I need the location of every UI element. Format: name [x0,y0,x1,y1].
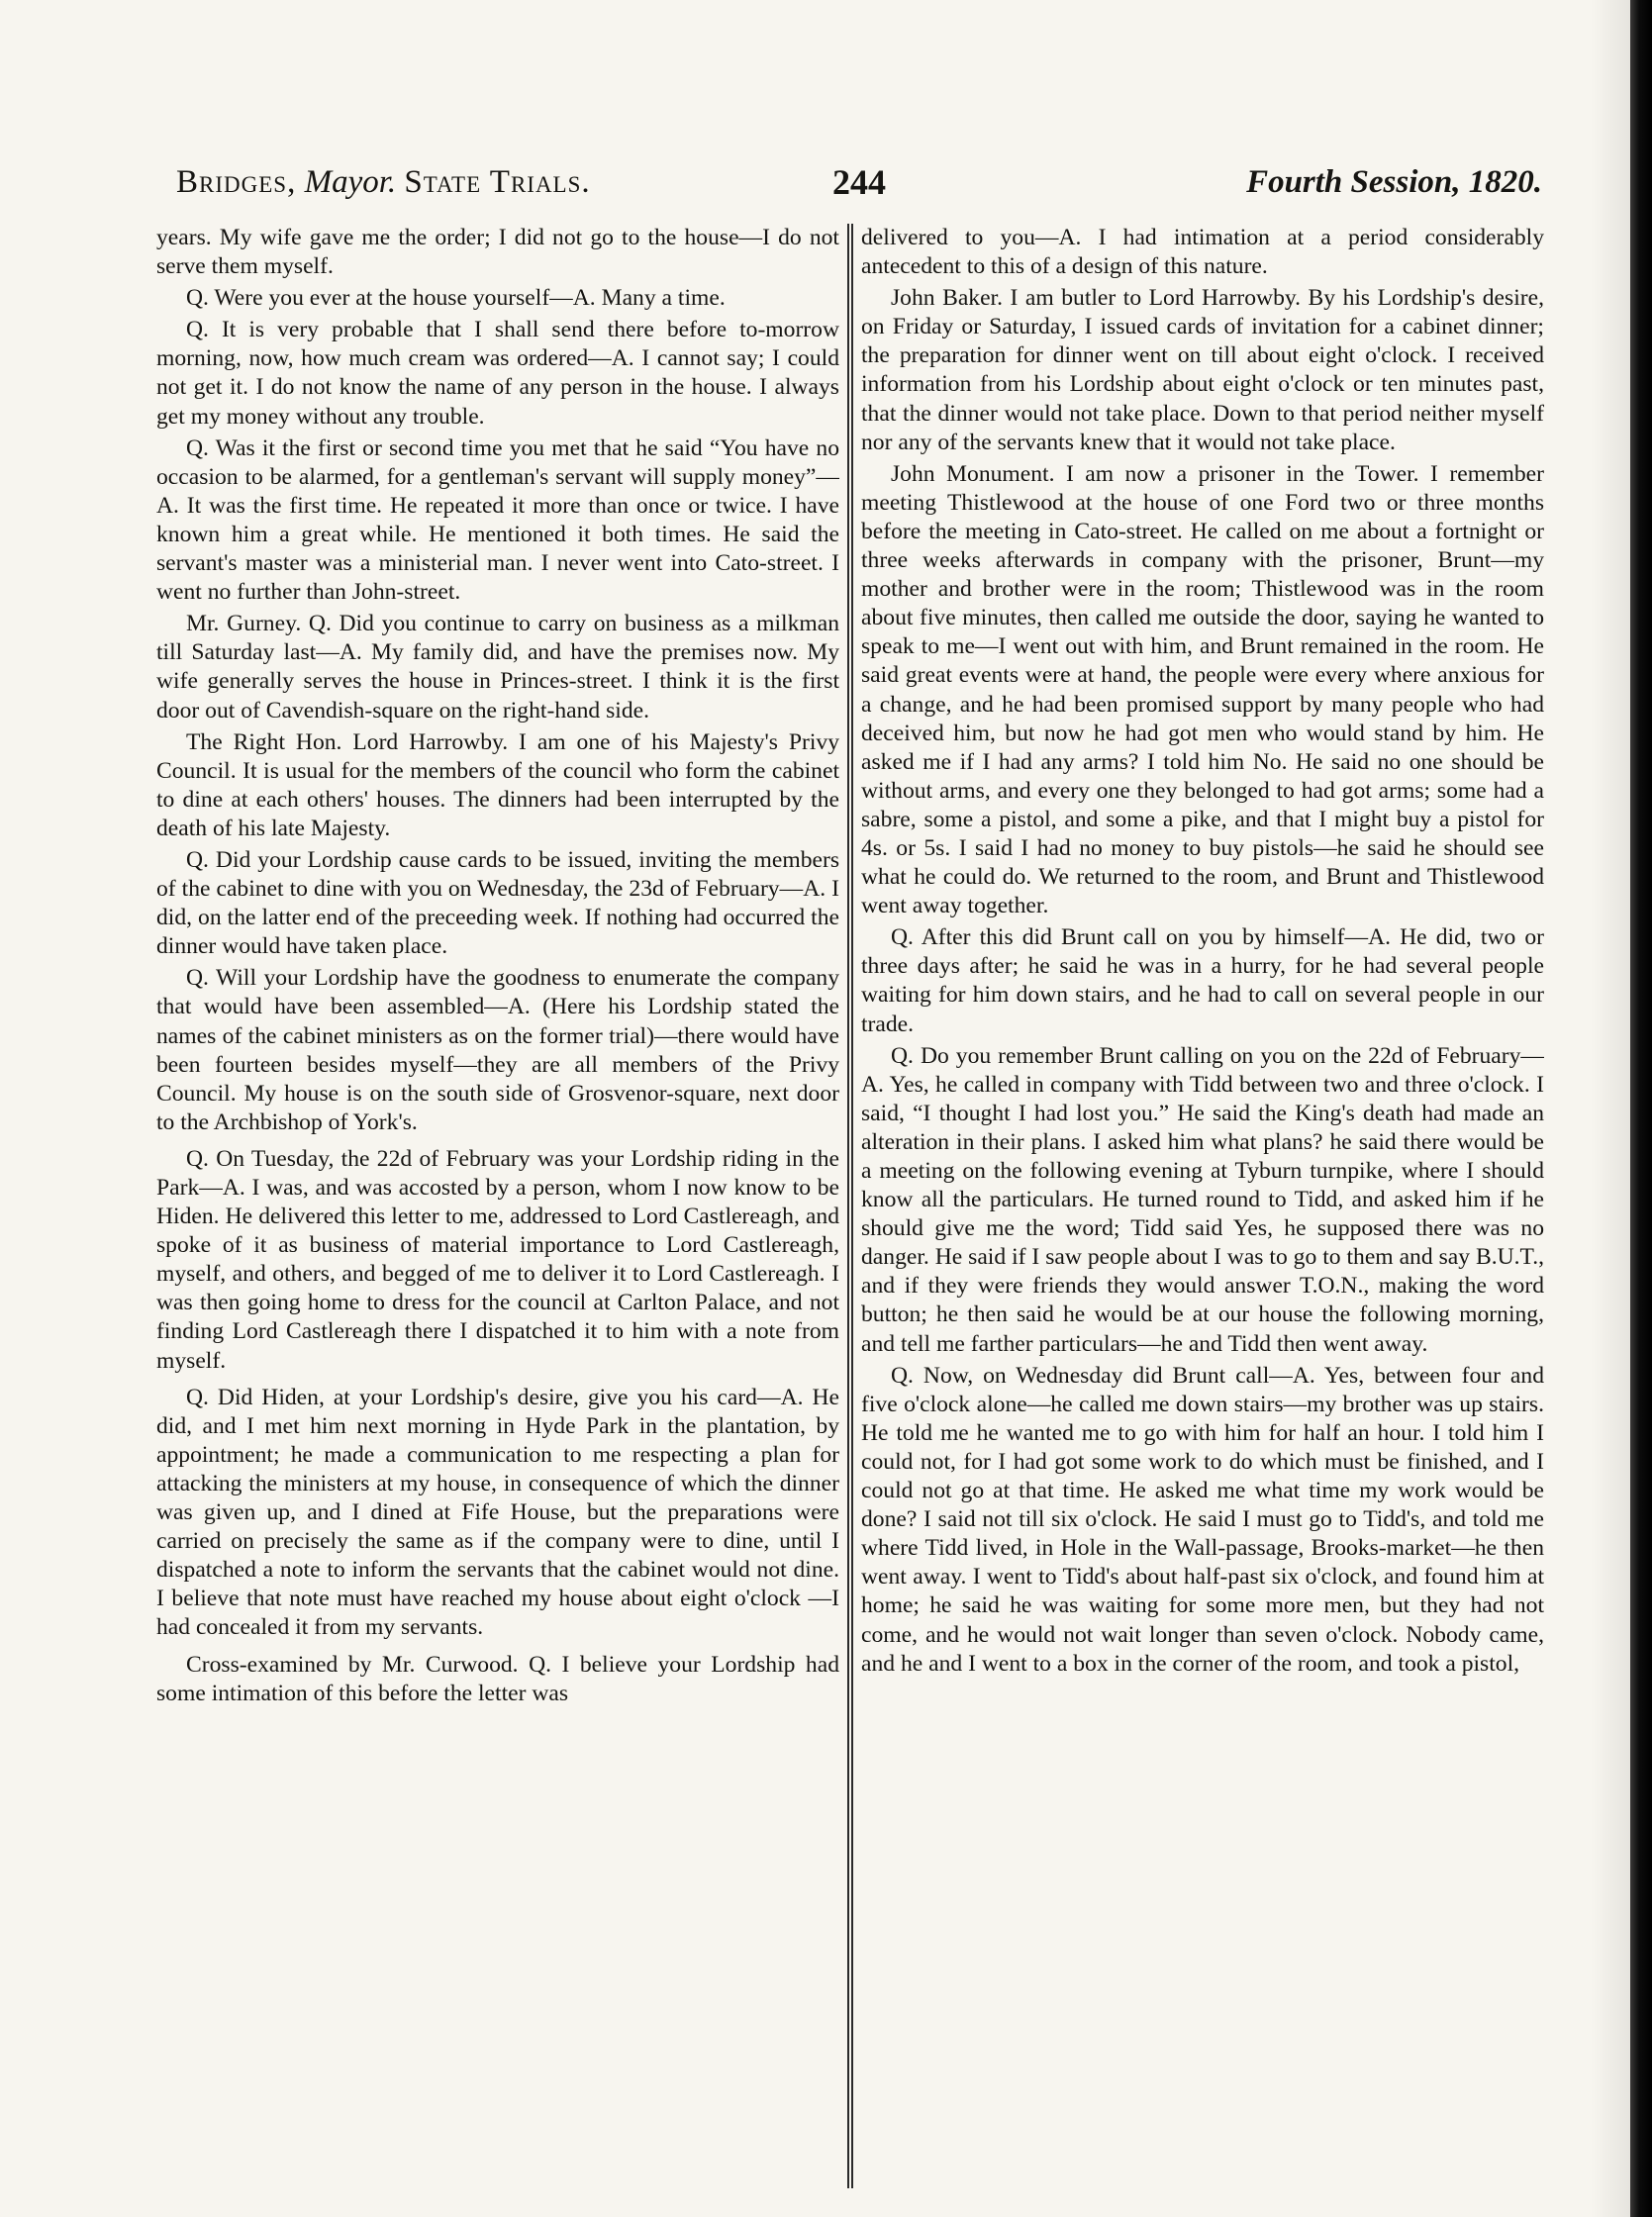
paragraph: John Baker. I am butler to Lord Harrowby. By his Lordship's desire, on Friday or Saturday, I issued cards of invitation for a cabinet dinner; the preparation for dinner went on till about eight o'clock. I received information from his Lordship about eight o'clock or ten minutes past, that the dinner would not take place. Down to that period neither myself nor any of the servants knew that it would not take place. [861,285,1544,455]
page-binding-edge [1630,0,1652,2217]
paragraph: Q. Do you remember Brunt calling on you on the 22d of February—A. Yes, he called in company with Tidd between two and three o'clock. I said, “I thought I had lost you.” He said the King's death had made an alteration in their plans. I asked him what plans? he said there would be a meeting on the following evening at Tyburn turnpike, where I should know all the particulars. He turned round to Tidd, and asked him if he should give me the word; Tidd said Yes, he supposed there was no danger. He said if I saw people about I was to go to them and say B.U.T., and if they were friends they would answer T.O.N., making the word button; he then said he would be at our house the following morning, and tell me farther particulars—he and Tidd then went away. [861,1042,1544,1357]
paragraph: The Right Hon. Lord Harrowby. I am one of his Majesty's Privy Council. It is usual for the members of the council who form the cabinet to dine at each others' houses. The dinners had been interrupted by the death of his late Majesty. [156,728,839,841]
paragraph: Mr. Gurney. Q. Did you continue to carry on business as a milkman till Saturday last—A. My family did, and have the premises now. My wife generally serves the house in Princes-street. I think it is the first door out of Cavendish-square on the right-hand side. [156,611,839,723]
page-shadow [1591,0,1630,2217]
paragraph: Cross-examined by Mr. Curwood. Q. I believe your Lordship had some intimation of this before the letter was [156,1651,839,1706]
left-column [156,224,839,2193]
paragraph: Q. Did your Lordship cause cards to be issued, inviting the members of the cabinet to dine with you on Wednesday, the 23d of February—A. I did, on the latter end of the preceeding week. If nothing had occurred the dinner would have taken place. [156,846,839,960]
header-right: Fourth Session, 1820. [1246,164,1542,200]
paragraph: Q. After this did Brunt call on you by himself—A. He did, two or three days after; he said he was in a hurry, for he had several people waiting for him down stairs, and he had to call on several people in our trade. [861,924,1544,1037]
header-role: Mayor. [304,164,397,200]
paragraph: Q. Now, on Wednesday did Brunt call—A. Yes, between four and five o'clock alone—he called me down stairs—my brother was up stairs. He told me he wanted me to go with him for half an hour. I told him I could not, for I had got some work to do which must be finished, and I could not go at that time. He asked me what time my work would be done? I said not till six o'clock. He said I must go to Tidd's, and told me where Tidd lived, in Hole in the Wall-passage, Brooks-market—he then went away. I went to Tidd's about half-past six o'clock, and found him at home; he said he was waiting for some more men, but they had not come, and he would not wait longer than seven o'clock. Nobody came, and he and I went to a box in the corner of the room, and took a pistol, [861,1362,1544,1677]
paragraph: Q. Did Hiden, at your Lordship's desire, give you his card—A. He did, and I met him next morning in Hyde Park in the plantation, by appointment; he made a communication to me respecting a plan for attacking the ministers at my house, in consequence of which the dinner was given up, and I dined at Fife House, but the preparations were carried on precisely the same as if the company were to dine, until I dispatched a note to inform the servants that the cabinet would not dine. I believe that note must have reached my house about eight o'clock —I had concealed it from my servants. [156,1384,839,1641]
paragraph: Q. On Tuesday, the 22d of February was your Lordship riding in the Park—A. I was, and was accosted by a person, whom I now know to be Hiden. He delivered this letter to me, addressed to Lord Castlereagh, and spoke of it as business of material importance to Lord Castlereagh, myself, and others, and begged of me to deliver it to Lord Castlereagh. I was then going home to dress for the council at Carlton Palace, and not finding Lord Castlereagh there I dispatched it to him with a note from myself. [156,1145,839,1374]
page-number: 244 [832,162,886,202]
text-columns [156,224,1542,2193]
running-header [176,160,1542,204]
paragraph: Q. It is very probable that I shall send there before to-morrow morning, now, how much cream was ordered—A. I cannot say; I could not get it. I do not know the name of any person in the house. I always get my money without any trouble. [156,317,839,430]
header-name: Bridges, [176,164,297,200]
paragraph: Q. Were you ever at the house yourself—A. Many a time. [186,285,726,312]
paragraph: John Monument. I am now a prisoner in the Tower. I remember meeting Thistlewood at the house of one Ford two or three months before the meeting in Cato-street. He called on me about a fortnight or three weeks afterwards in company with the prisoner, Brunt—my mother and brother were in the room; Thistlewood was in the room about five minutes, then called me outside the door, saying he wanted to speak to me—I went out with him, and Brunt remained in the room. He said great events were at hand, the people were every where anxious for a change, and he had been promised support by many people who had deceived him, but now he had got men who would stand by him. He asked me if I had any arms? I told him No. He said no one should be without arms, and every one they belonged to had got arms; some had a sabre, some a pistol, and some a pike, and that I might buy a pistol for 4s. or 5s. I said I had no money to buy pistols—he said he should see what he could do. We returned to the room, and Brunt and Thistlewood went away together. [861,460,1544,919]
paragraph: delivered to you—A. I had intimation at a period considerably antecedent to this of a design of this nature. [861,225,1544,280]
header-title: State Trials. [404,164,591,200]
column-rule [847,224,853,2188]
paragraph: Q. Will your Lordship have the goodness to enumerate the company that would have been assembled—A. (Here his Lordship stated the names of the cabinet ministers as on the former trial)—there would have been fourteen besides myself—they are all members of the Privy Council. My house is on the south side of Grosvenor-square, next door to the Archbishop of York's. [156,965,839,1135]
right-column [861,224,1544,2193]
paragraph: years. My wife gave me the order; I did not go to the house—I do not serve them myself. [156,225,839,280]
paragraph: Q. Was it the first or second time you met that he said “You have no occasion to be alarmed, for a gentleman's servant will supply money”—A. It was the first time. He repeated it more than once or twice. I have known him a great while. He mentioned it both times. He said the servant's master was a ministerial man. I never went into Cato-street. I went no further than John-street. [156,434,839,606]
